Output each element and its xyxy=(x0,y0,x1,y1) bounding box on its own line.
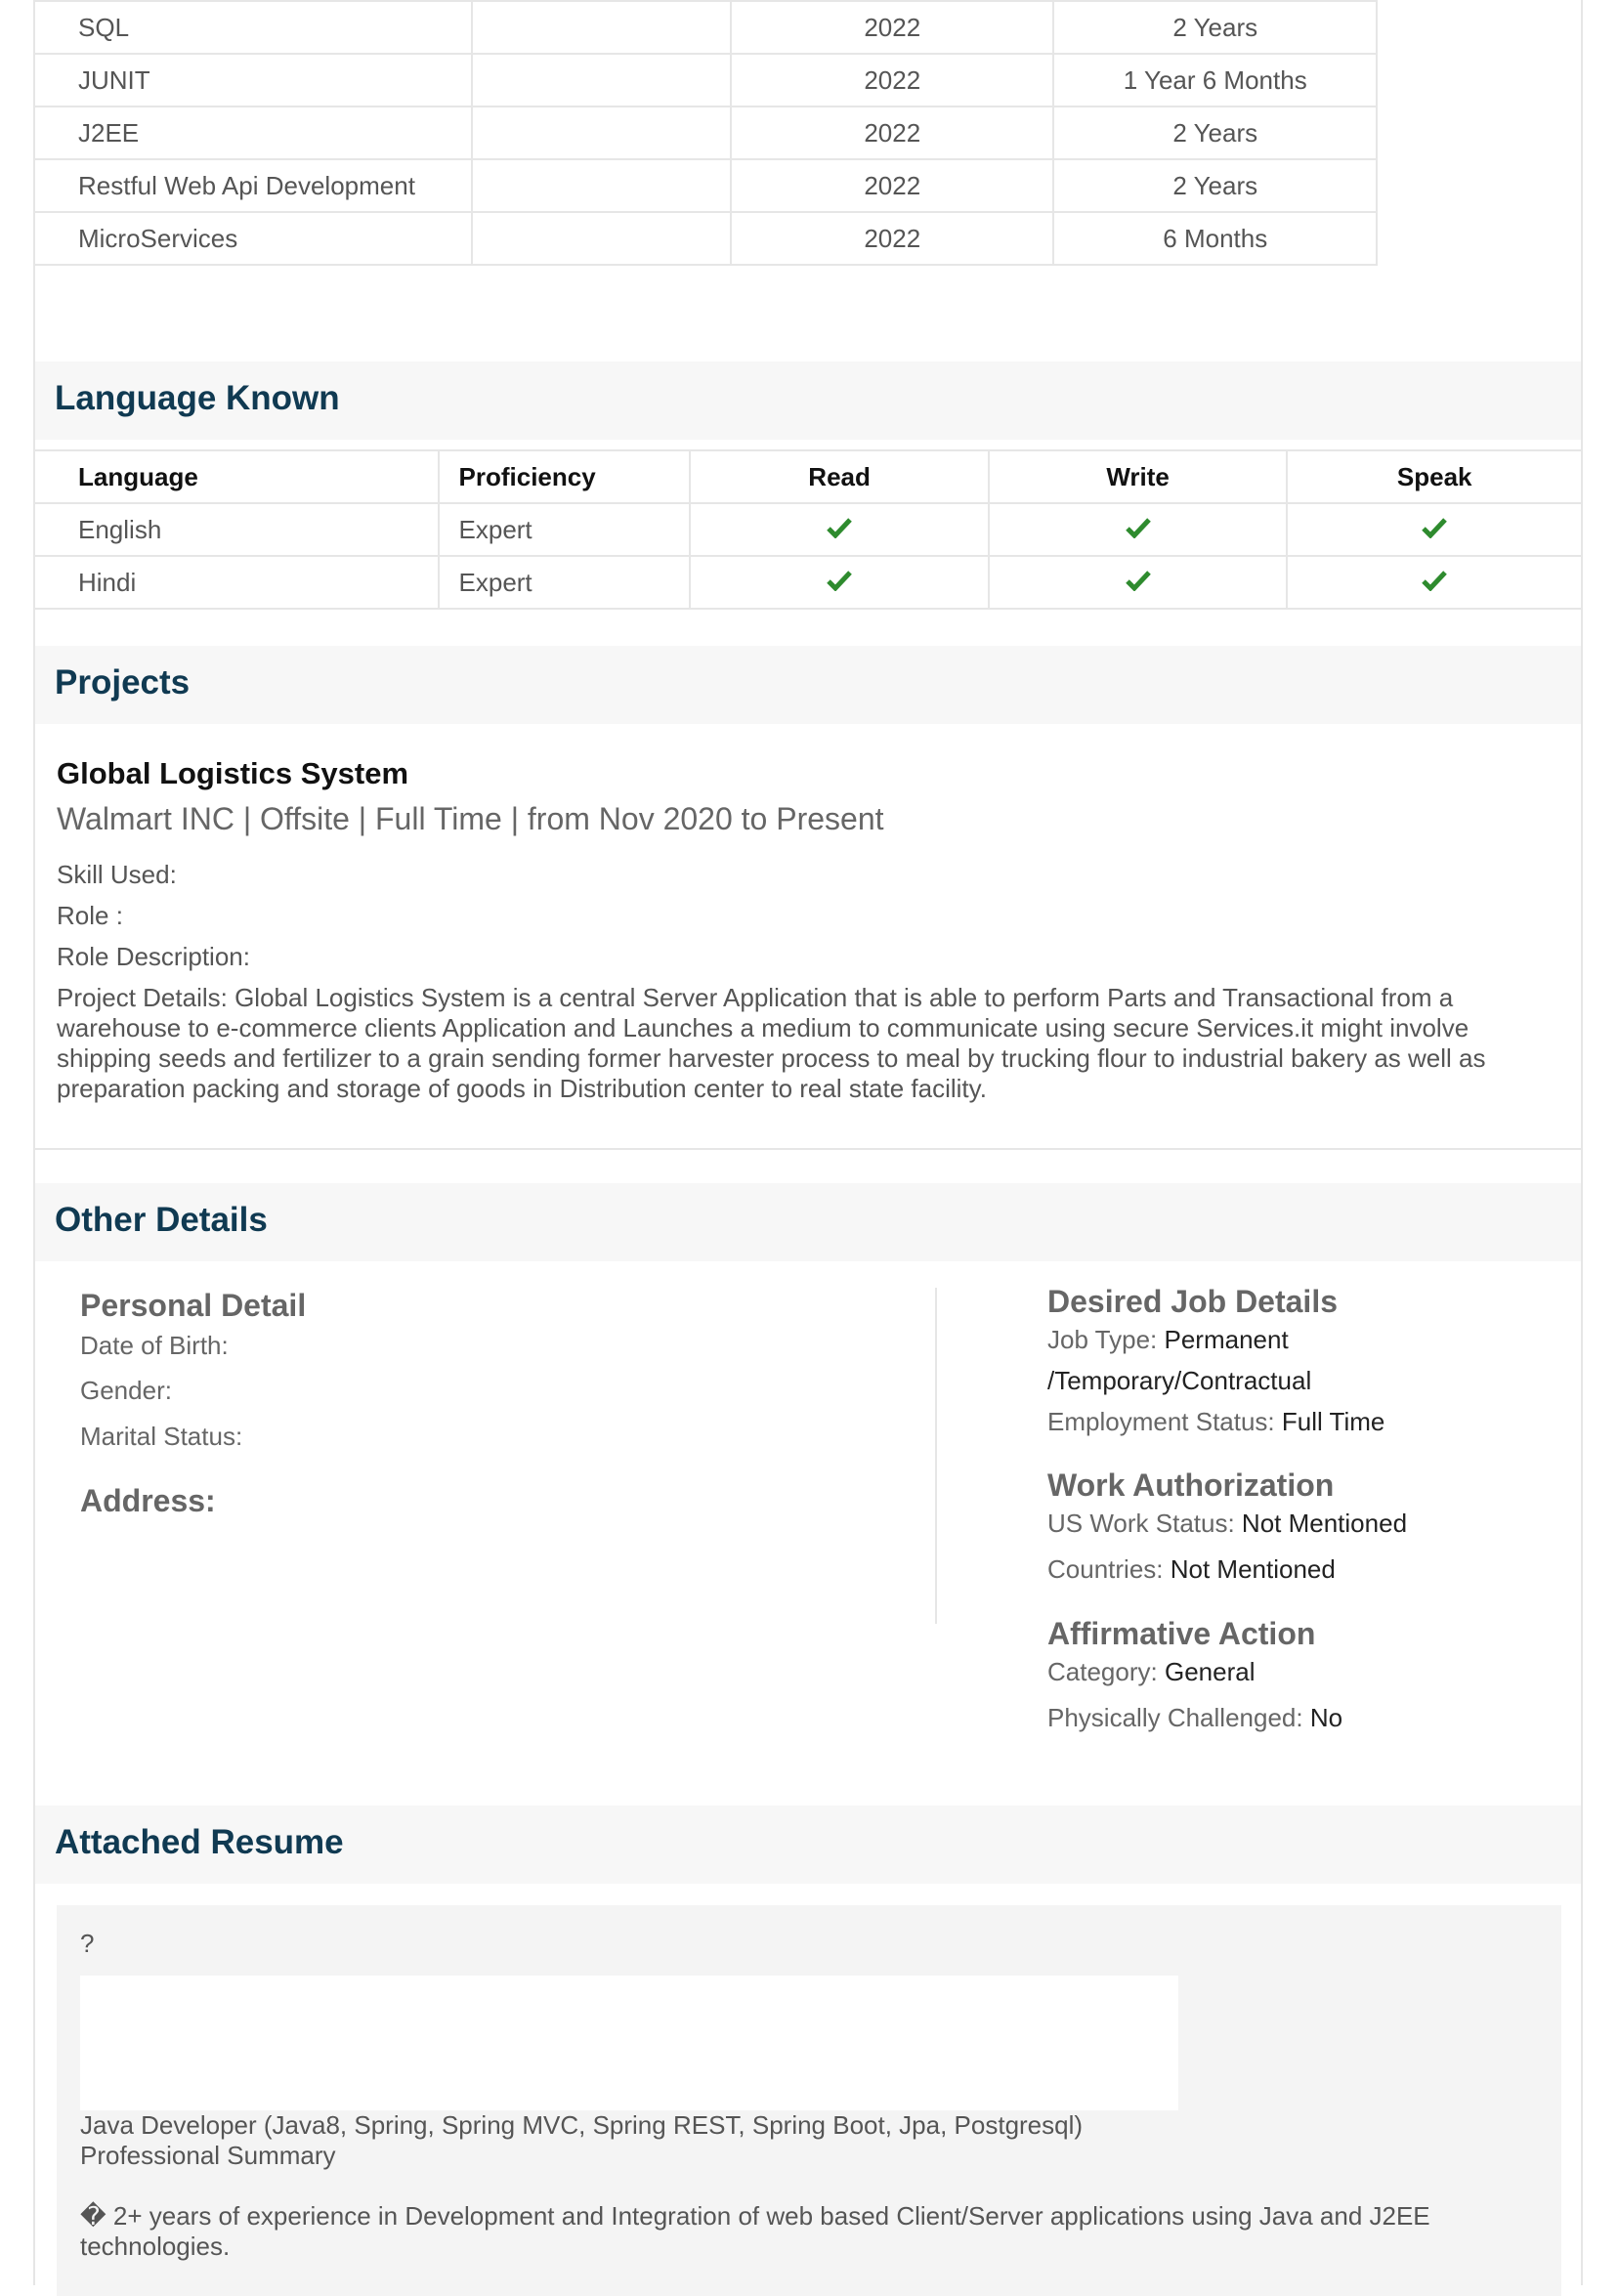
desired-job-heading: Desired Job Details xyxy=(1047,1284,1338,1319)
section-title: Other Details xyxy=(55,1201,268,1239)
skill-last-used: 2022 xyxy=(731,106,1053,159)
resume-question-mark: ? xyxy=(80,1929,95,1958)
skill-version xyxy=(472,1,732,54)
header-speak: Speak xyxy=(1287,450,1582,503)
checkmark-icon xyxy=(1126,570,1151,591)
skill-experience: 2 Years xyxy=(1053,1,1377,54)
skill-last-used: 2022 xyxy=(731,159,1053,212)
other-details-section-header xyxy=(35,1183,1581,1261)
physically-challenged-label: Physically Challenged: xyxy=(1047,1703,1303,1732)
category-label: Category: xyxy=(1047,1657,1158,1686)
physically-challenged xyxy=(1047,1703,1342,1733)
project-subtitle: Walmart INC | Offsite | Full Time | from Nov 2020 to Present xyxy=(57,801,884,836)
table-row xyxy=(34,159,1377,212)
project-details-line: Project Details: Global Logistics System is a central Server Application that is able to perform Parts and Transactional from a xyxy=(57,983,1454,1012)
language-section-header xyxy=(35,361,1581,440)
project-details-line: warehouse to e-commerce clients Application and Launches a medium to communicate using secure Services.it might involve xyxy=(57,1013,1469,1042)
project-role-description: Role Description: xyxy=(57,942,250,971)
table-row xyxy=(34,556,1582,609)
header-read: Read xyxy=(690,450,989,503)
us-work-status xyxy=(1047,1509,1407,1539)
header-language: Language xyxy=(34,450,439,503)
resume-line: Professional Summary xyxy=(80,2141,336,2170)
employment-status xyxy=(1047,1407,1384,1437)
job-type-value-continued: /Temporary/Contractual xyxy=(1047,1366,1312,1395)
job-type-label: Job Type: xyxy=(1047,1325,1158,1354)
skill-version xyxy=(472,106,732,159)
resume-blank-area xyxy=(80,1976,1178,2110)
checkmark-icon xyxy=(1126,517,1151,538)
skill-experience: 2 Years xyxy=(1053,106,1377,159)
resume-spacer xyxy=(80,2171,1546,2201)
job-type-value: Permanent xyxy=(1164,1325,1289,1354)
physically-challenged-value: No xyxy=(1309,1703,1343,1732)
skill-version xyxy=(472,159,732,212)
section-title: Projects xyxy=(55,663,191,702)
skill-name: JUNIT xyxy=(34,54,472,106)
project-name: Global Logistics System xyxy=(57,756,409,790)
employment-status-label: Employment Status: xyxy=(1047,1407,1275,1436)
skill-experience: 6 Months xyxy=(1053,212,1377,265)
section-divider xyxy=(35,1148,1581,1150)
skill-name: Restful Web Api Development xyxy=(34,159,472,212)
address-heading: Address: xyxy=(80,1483,216,1518)
language-proficiency: Expert xyxy=(439,556,691,609)
job-type xyxy=(1047,1325,1289,1355)
us-work-status-value: Not Mentioned xyxy=(1241,1509,1408,1538)
employment-status-value: Full Time xyxy=(1281,1407,1385,1436)
table-row xyxy=(34,1,1377,54)
project-details-line: shipping seeds and fertilizer to a grain sending former harvester process to meal by trucking flour to industrial bakery as well as xyxy=(57,1043,1486,1073)
checkmark-icon xyxy=(1422,517,1447,538)
skill-last-used: 2022 xyxy=(731,212,1053,265)
project-role: Role : xyxy=(57,901,123,930)
section-title: Attached Resume xyxy=(55,1823,344,1861)
table-row xyxy=(34,106,1377,159)
skill-version xyxy=(472,212,732,265)
attached-resume-section-header xyxy=(35,1806,1581,1884)
work-authorization-heading: Work Authorization xyxy=(1047,1467,1335,1503)
category xyxy=(1047,1657,1255,1687)
countries-label: Countries: xyxy=(1047,1554,1164,1584)
dob-label: Date of Birth: xyxy=(80,1331,229,1360)
skill-experience: 2 Years xyxy=(1053,159,1377,212)
header-write: Write xyxy=(989,450,1288,503)
language-name: English xyxy=(34,503,439,556)
skills-table xyxy=(33,0,1378,266)
countries xyxy=(1047,1554,1336,1585)
resume-line: Java Developer (Java8, Spring, Spring MVC, Spring REST, Spring Boot, Jpa, Postgresql) xyxy=(80,2110,1084,2140)
project-skill-used: Skill Used: xyxy=(57,860,177,889)
marital-status-label: Marital Status: xyxy=(80,1422,243,1451)
column-divider xyxy=(935,1288,937,1624)
resume-text xyxy=(80,2110,1546,2262)
header-proficiency: Proficiency xyxy=(439,450,691,503)
table-row xyxy=(34,503,1582,556)
skill-name: MicroServices xyxy=(34,212,472,265)
skill-name: SQL xyxy=(34,1,472,54)
project-details xyxy=(57,983,1561,1104)
gender-label: Gender: xyxy=(80,1376,172,1405)
category-value: General xyxy=(1164,1657,1256,1686)
affirmative-action-heading: Affirmative Action xyxy=(1047,1616,1316,1651)
language-proficiency: Expert xyxy=(439,503,691,556)
project-details-line: preparation packing and storage of goods in Distribution center to real state facility. xyxy=(57,1074,987,1103)
skill-experience: 1 Year 6 Months xyxy=(1053,54,1377,106)
checkmark-icon xyxy=(827,517,852,538)
skill-last-used: 2022 xyxy=(731,1,1053,54)
checkmark-icon xyxy=(1422,570,1447,591)
table-row xyxy=(34,212,1377,265)
personal-detail-heading: Personal Detail xyxy=(80,1288,307,1323)
countries-value: Not Mentioned xyxy=(1170,1554,1336,1584)
skill-name: J2EE xyxy=(34,106,472,159)
table-row xyxy=(34,54,1377,106)
checkmark-icon xyxy=(827,570,852,591)
projects-section-header xyxy=(35,646,1581,724)
section-title: Language Known xyxy=(55,379,340,417)
table-header-row xyxy=(34,450,1582,503)
resume-line: � 2+ years of experience in Development and Integration of web based Client/Server applications using Java and J2EE xyxy=(80,2201,1430,2231)
skill-version xyxy=(472,54,732,106)
resume-line: technologies. xyxy=(80,2232,231,2261)
language-table xyxy=(33,449,1583,610)
resume-content-box xyxy=(57,1905,1561,2296)
skill-last-used: 2022 xyxy=(731,54,1053,106)
language-name: Hindi xyxy=(34,556,439,609)
us-work-status-label: US Work Status: xyxy=(1047,1509,1235,1538)
